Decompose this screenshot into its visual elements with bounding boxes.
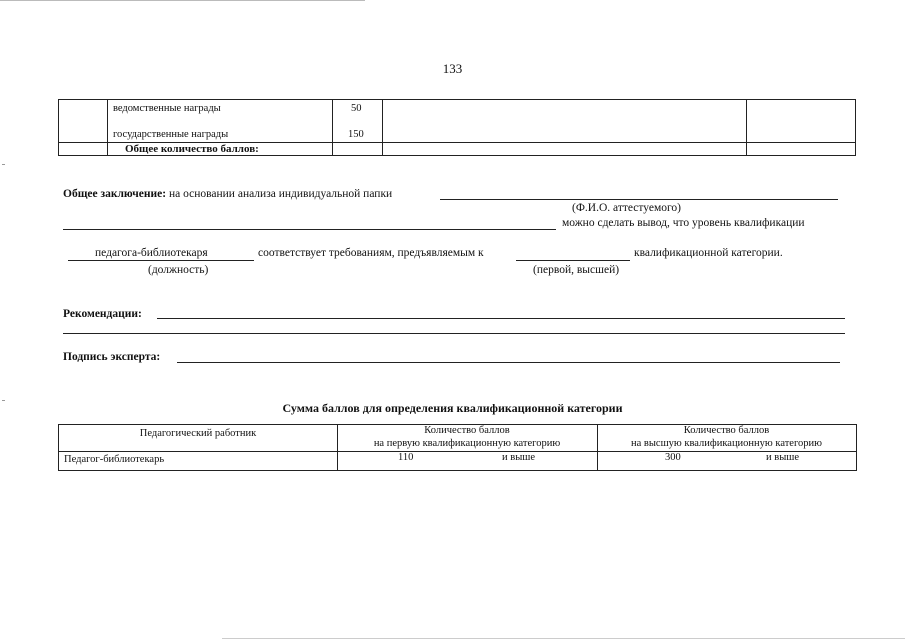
- conclusion-text: на основании анализа индивидуальной папки: [168, 188, 393, 200]
- highest-category-value: 300: [665, 452, 681, 463]
- column-header-highest: Количество баллов: [683, 425, 770, 436]
- table-divider: [382, 100, 383, 156]
- column-header-first-sub: на первую квалификационную категорию: [373, 438, 561, 449]
- category-caption: (первой, высшей): [533, 264, 620, 276]
- recommendations-blank: [63, 333, 845, 334]
- table-divider: [746, 100, 747, 156]
- first-category-suffix: и выше: [502, 452, 536, 463]
- position-value: педагога-библиотекаря: [95, 247, 208, 259]
- award-score: 150: [348, 129, 364, 140]
- highest-category-suffix: и выше: [766, 452, 800, 463]
- column-header-worker: Педагогический работник: [139, 428, 257, 439]
- complies-text: соответствует требованиям, предъявляемым к: [258, 247, 484, 259]
- position-blank: [68, 260, 254, 261]
- column-header-first: Количество баллов: [424, 425, 510, 436]
- table-divider: [107, 100, 108, 156]
- conclusion-line: [63, 188, 392, 200]
- table-divider: [59, 451, 856, 452]
- page-number: 133: [442, 61, 463, 76]
- category-blank: [516, 260, 630, 261]
- fio-caption: (Ф.И.О. аттестуемого): [572, 202, 681, 214]
- score-table-title: Сумма баллов для определения квалификационной категории: [282, 401, 623, 415]
- fio-blank-continued: [63, 229, 556, 230]
- award-label: ведомственные награды: [113, 103, 221, 114]
- table-divider: [332, 100, 333, 156]
- scan-edge-top: [0, 0, 365, 1]
- fio-blank: [440, 199, 838, 200]
- recommendations-blank: [157, 318, 845, 319]
- scan-edge-bottom: [222, 638, 905, 639]
- scan-dot: [2, 164, 5, 165]
- position-caption: (должность): [148, 264, 209, 276]
- worker-cell: Педагог-библиотекарь: [64, 454, 165, 465]
- recommendations-label: Рекомендации:: [63, 308, 142, 320]
- category-text: квалификационной категории.: [634, 247, 783, 259]
- first-category-value: 110: [398, 452, 414, 463]
- award-label: государственные награды: [113, 129, 229, 140]
- total-score-label: Общее количество баллов:: [125, 143, 259, 155]
- awards-table: [58, 99, 856, 156]
- score-table: [58, 424, 857, 471]
- conclusion-heading: Общее заключение:: [63, 188, 167, 200]
- award-score: 50: [351, 103, 362, 114]
- qualification-text: можно сделать вывод, что уровень квалификации: [562, 217, 805, 229]
- signature-blank: [177, 362, 840, 363]
- column-header-highest-sub: на высшую квалификационную категорию: [631, 438, 822, 449]
- signature-label: Подпись эксперта:: [63, 351, 161, 363]
